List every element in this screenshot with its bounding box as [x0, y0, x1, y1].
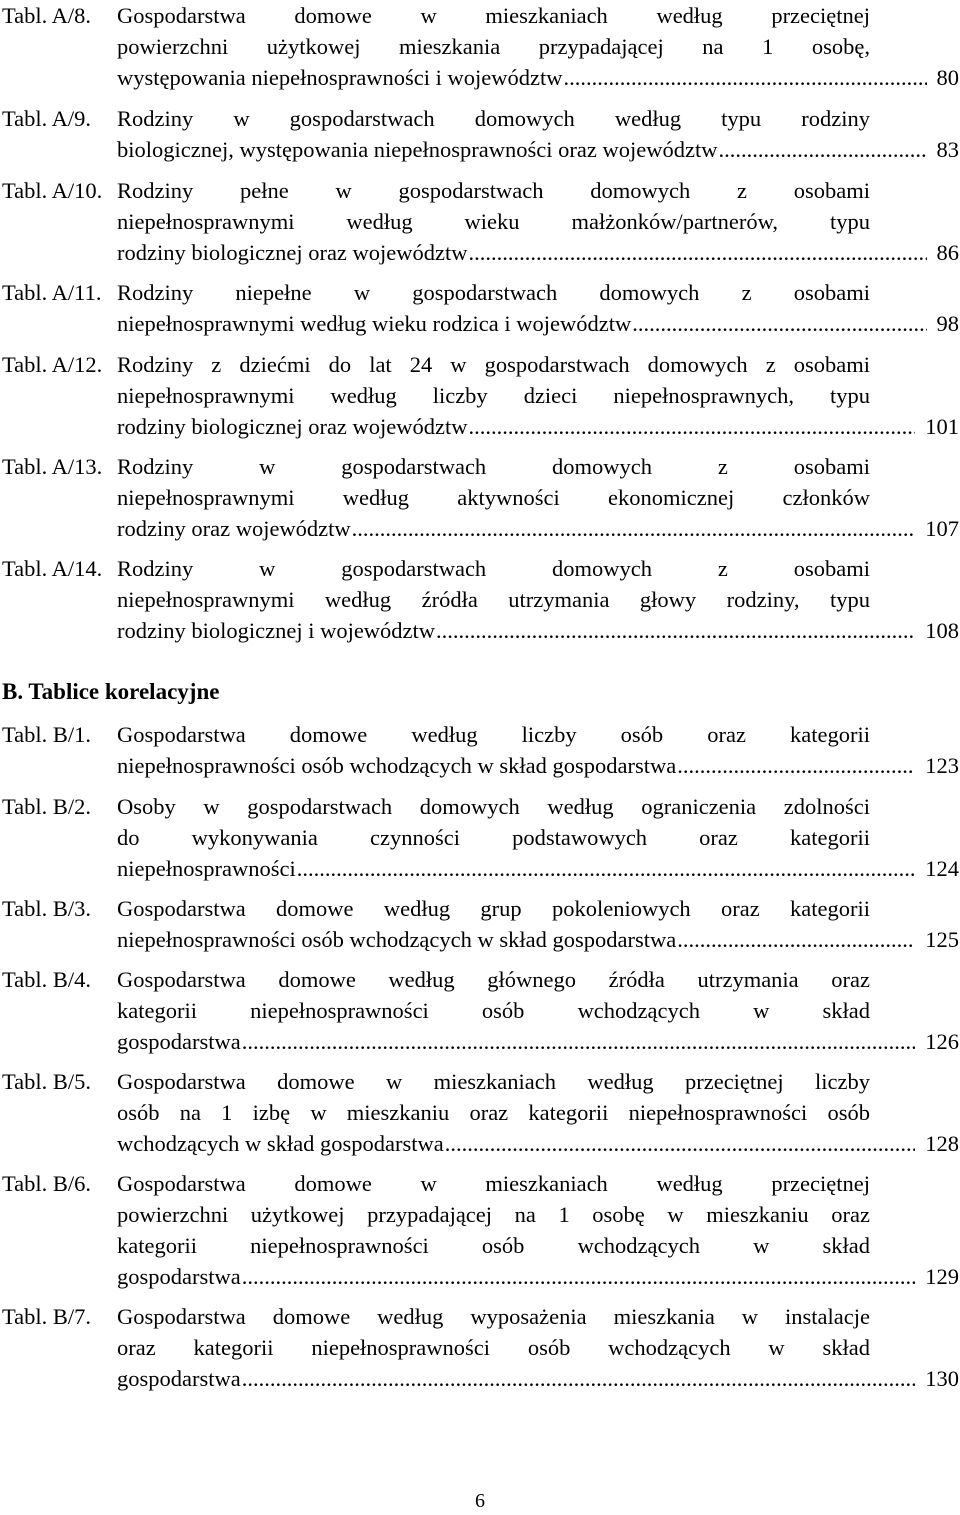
- toc-entry-last-line: [117, 134, 959, 165]
- toc-entry-last-line: [117, 924, 959, 955]
- toc-entry-page-number: 128: [925, 1131, 959, 1156]
- dot-leader: [435, 615, 915, 646]
- toc-entry-title-line: niepełnosprawnymi według źródła utrzymania głowy rodziny, typu: [117, 587, 870, 612]
- toc-entry-page-number: 130: [925, 1366, 959, 1391]
- toc-entry-title-end: gospodarstwa: [117, 1366, 241, 1391]
- toc-entry-page-number: 124: [925, 856, 959, 881]
- toc-entry-title-line: Gospodarstwa domowe według głównego źródła utrzymania oraz: [117, 967, 870, 992]
- toc-entry-last-line: [117, 237, 959, 268]
- toc-entry-title-end: rodziny biologicznej oraz województw: [117, 414, 468, 439]
- dot-leader: [241, 1026, 916, 1057]
- toc-entry-label: Tabl. A/11.: [2, 280, 102, 305]
- toc-entry-label: Tabl. B/2.: [2, 794, 92, 819]
- toc-entry-title-end: rodziny biologicznej i województw: [117, 618, 436, 643]
- toc-entry-page-number: 107: [925, 516, 959, 541]
- toc-entry-label: Tabl. B/4.: [2, 967, 92, 992]
- dot-leader: [468, 411, 916, 442]
- dot-leader: [631, 308, 926, 339]
- toc-entry-title-line: Gospodarstwa domowe według liczby osób oraz kategorii: [117, 722, 870, 747]
- toc-entry-title-end: biologicznej, występowania niepełnosprawności oraz województw: [117, 137, 718, 162]
- toc-entry-page-number: 98: [936, 311, 959, 336]
- toc-entry-page-number: 83: [936, 137, 959, 162]
- toc-entry-page-number: 108: [925, 618, 959, 643]
- toc-entry-title-line: Gospodarstwa domowe w mieszkaniach według przeciętnej: [117, 1171, 870, 1196]
- toc-entry-last-line: [117, 411, 959, 442]
- toc-entry-title-line: powierzchni użytkowej mieszkania przypadającej na 1 osobę,: [117, 34, 870, 59]
- dot-leader: [468, 237, 927, 268]
- toc-entry-title-line: niepełnosprawnymi według aktywności ekonomicznej członków: [117, 485, 870, 510]
- toc-entry-last-line: [117, 62, 959, 93]
- toc-entry-title-line: Gospodarstwa domowe według grup pokoleniowych oraz kategorii: [117, 896, 870, 921]
- toc-entry-title-end: występowania niepełnosprawności i województw: [117, 65, 563, 90]
- toc-entry-last-line: [117, 1261, 959, 1292]
- toc-entry-title-end: niepełnosprawności osób wchodzących w skład gospodarstwa: [117, 753, 677, 778]
- toc-entry-last-line: [117, 1026, 959, 1057]
- toc-entry-page-number: 129: [925, 1264, 959, 1289]
- toc-entry-title-line: Osoby w gospodarstwach domowych według ograniczenia zdolności: [117, 794, 870, 819]
- toc-entry-last-line: [117, 615, 959, 646]
- toc-entry-title-line: oraz kategorii niepełnosprawności osób wchodzących w skład: [117, 1335, 870, 1360]
- toc-entry-label: Tabl. B/5.: [2, 1069, 92, 1094]
- toc-entry-title-line: powierzchni użytkowej przypadającej na 1 osobę w mieszkaniu oraz: [117, 1202, 870, 1227]
- toc-entry-last-line: [117, 1128, 959, 1159]
- dot-leader: [351, 513, 916, 544]
- dot-leader: [444, 1128, 915, 1159]
- toc-entry-page-number: 80: [936, 65, 959, 90]
- toc-entry-title-end: rodziny biologicznej oraz województw: [117, 240, 468, 265]
- dot-leader: [241, 1261, 916, 1292]
- toc-entry-title-line: osób na 1 izbę w mieszkaniu oraz kategorii niepełnosprawności osób: [117, 1100, 870, 1125]
- toc-entry-label: Tabl. A/14.: [2, 556, 103, 581]
- toc-entry-label: Tabl. A/13.: [2, 454, 103, 479]
- toc-entry-title-line: do wykonywania czynności podstawowych oraz kategorii: [117, 825, 870, 850]
- toc-entry-title-end: gospodarstwa: [117, 1264, 241, 1289]
- toc-entry-page-number: 123: [925, 753, 959, 778]
- toc-entry-title-line: Rodziny niepełne w gospodarstwach domowych z osobami: [117, 280, 870, 305]
- toc-entry-last-line: [117, 1363, 959, 1394]
- toc-entry-last-line: [117, 308, 959, 339]
- toc-entry-label: Tabl. B/1.: [2, 722, 92, 747]
- toc-entry-label: Tabl. B/6.: [2, 1171, 92, 1196]
- toc-entry-page-number: 125: [925, 927, 959, 952]
- dot-leader: [563, 62, 927, 93]
- toc-entry-title-line: niepełnosprawnymi według liczby dzieci niepełnosprawnych, typu: [117, 383, 870, 408]
- toc-entry-page-number: 86: [936, 240, 959, 265]
- toc-entry-label: Tabl. A/12.: [2, 352, 103, 377]
- toc-entry-page-number: 126: [925, 1029, 959, 1054]
- toc-entry-last-line: [117, 750, 959, 781]
- toc-entry-title-line: Rodziny z dziećmi do lat 24 w gospodarstwach domowych z osobami: [117, 352, 870, 377]
- toc-entry-title-line: Rodziny w gospodarstwach domowych według typu rodziny: [117, 106, 870, 131]
- page-number: 6: [475, 1490, 485, 1512]
- toc-entry-title-line: Rodziny w gospodarstwach domowych z osobami: [117, 556, 870, 581]
- toc-entry-title-line: Rodziny pełne w gospodarstwach domowych z osobami: [117, 178, 870, 203]
- toc-entry-title-end: rodziny oraz województw: [117, 516, 351, 541]
- toc-entry-last-line: [117, 513, 959, 544]
- dot-leader: [296, 853, 916, 884]
- toc-entry-title-line: Gospodarstwa domowe według wyposażenia mieszkania w instalacje: [117, 1304, 870, 1329]
- toc-entry-title-end: niepełnosprawności: [117, 856, 296, 881]
- toc-entry-label: Tabl. A/8.: [2, 3, 92, 28]
- dot-leader: [241, 1363, 916, 1394]
- toc-entry-label: Tabl. B/7.: [2, 1304, 92, 1329]
- toc-entry-last-line: [117, 853, 959, 884]
- toc-entry-title-line: Rodziny w gospodarstwach domowych z osobami: [117, 454, 870, 479]
- section-b-heading: B. Tablice korelacyjne: [2, 679, 220, 704]
- toc-entry-title-end: niepełnosprawności osób wchodzących w skład gospodarstwa: [117, 927, 677, 952]
- dot-leader: [676, 750, 915, 781]
- toc-entry-title-line: Gospodarstwa domowe w mieszkaniach według przeciętnej liczby: [117, 1069, 870, 1094]
- toc-entry-title-line: kategorii niepełnosprawności osób wchodzących w skład: [117, 998, 870, 1023]
- toc-entry-page-number: 101: [925, 414, 959, 439]
- toc-entry-title-end: gospodarstwa: [117, 1029, 241, 1054]
- toc-entry-title-line: kategorii niepełnosprawności osób wchodzących w skład: [117, 1233, 870, 1258]
- toc-entry-title-end: niepełnosprawnymi według wieku rodzica i województw: [117, 311, 632, 336]
- toc-entry-title-line: Gospodarstwa domowe w mieszkaniach według przeciętnej: [117, 3, 870, 28]
- toc-entry-title-line: niepełnosprawnymi według wieku małżonków/partnerów, typu: [117, 209, 870, 234]
- toc-entry-label: Tabl. B/3.: [2, 896, 92, 921]
- toc-entry-label: Tabl. A/9.: [2, 106, 92, 131]
- dot-leader: [717, 134, 926, 165]
- dot-leader: [676, 924, 915, 955]
- toc-entry-label: Tabl. A/10.: [2, 178, 103, 203]
- toc-entry-title-end: wchodzących w skład gospodarstwa: [117, 1131, 444, 1156]
